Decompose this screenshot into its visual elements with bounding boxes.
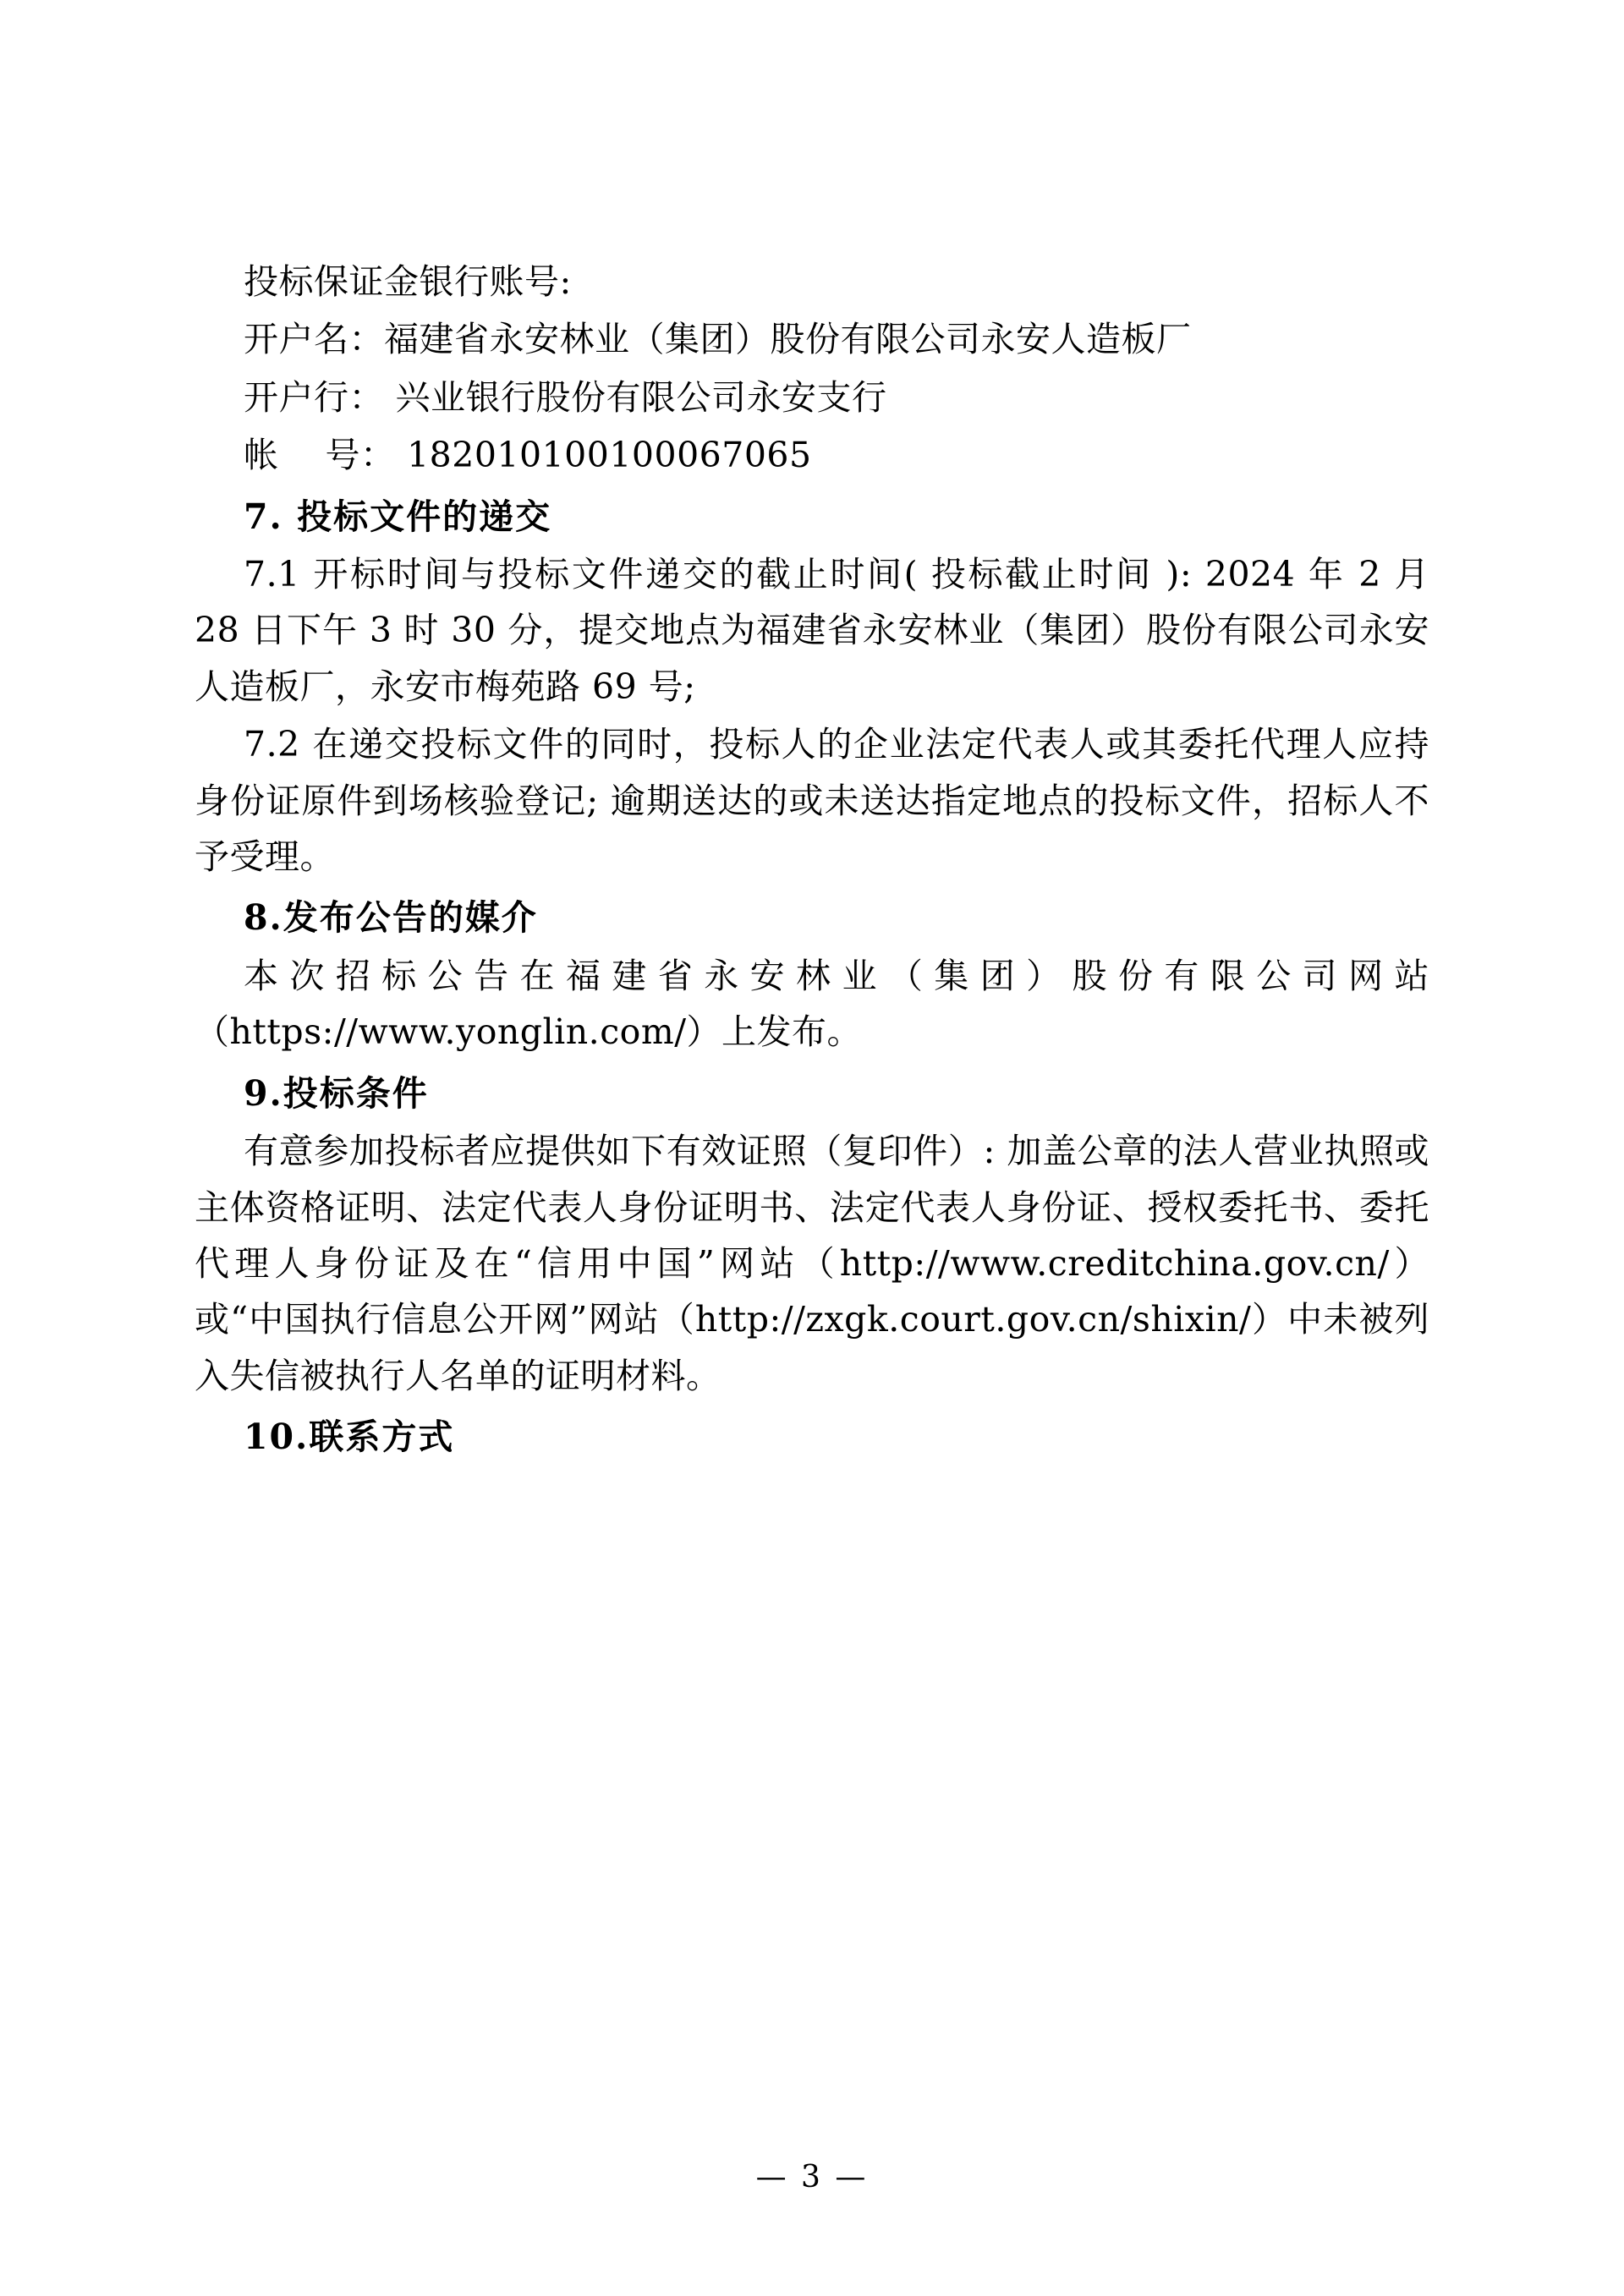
paragraph-8-announcement-media: 本次招标公告在福建省永安林业（集团）股份有限公司网站（https://www.yonglin.com/）上发布。 [195,955,1429,1053]
paragraph-account-name: 开户名：福建省永安林业（集团）股份有限公司永安人造板厂 [244,319,1192,360]
paragraph-bank-branch: 开户行： 兴业银行股份有限公司永安支行 [244,376,887,418]
paragraph-7-2-submission-rules: 7.2 在递交投标文件的同时，投标人的企业法定代表人或其委托代理人应持身份证原件到场核验登记; 逾期送达的或未送达指定地点的投标文件，招标人不予受理。 [195,724,1429,878]
document-body [195,254,1429,1466]
paragraph-7-1-deadline: 7.1 开标时间与投标文件递交的截止时间( 投标截止时间 ): 2024 年 2 月 28 日下午 3 时 30 分，提交地点为福建省永安林业（集团）股份有限公司永安人造板厂，永安市梅苑路 69 号; [195,554,1429,707]
paragraph-deposit-account-title: 投标保证金银行账号: [244,261,572,302]
paragraph-account-number: 帐 号： 182010100100067065 [244,435,812,476]
heading-section-10: 10.联系方式 [244,1417,455,1458]
heading-section-7: 7. 投标文件的递交 [244,496,552,537]
heading-section-8: 8.发布公告的媒介 [244,897,538,939]
heading-section-9: 9.投标条件 [244,1072,429,1114]
paragraph-9-bid-conditions: 有意参加投标者应提供如下有效证照（复印件）: 加盖公章的法人营业执照或主体资格证明、法定代表人身份证明书、法定代表人身份证、授权委托书、委托代理人身份证及在“信用中国”网站（http://www.creditchina.gov.cn/）或“中国执行信息公开网”网站（http://zxgk.court.gov.cn/shixin/）中未被列入失信被执行人名单的证明材料。 [195,1131,1429,1396]
page-number: — 3 — [755,2160,869,2195]
